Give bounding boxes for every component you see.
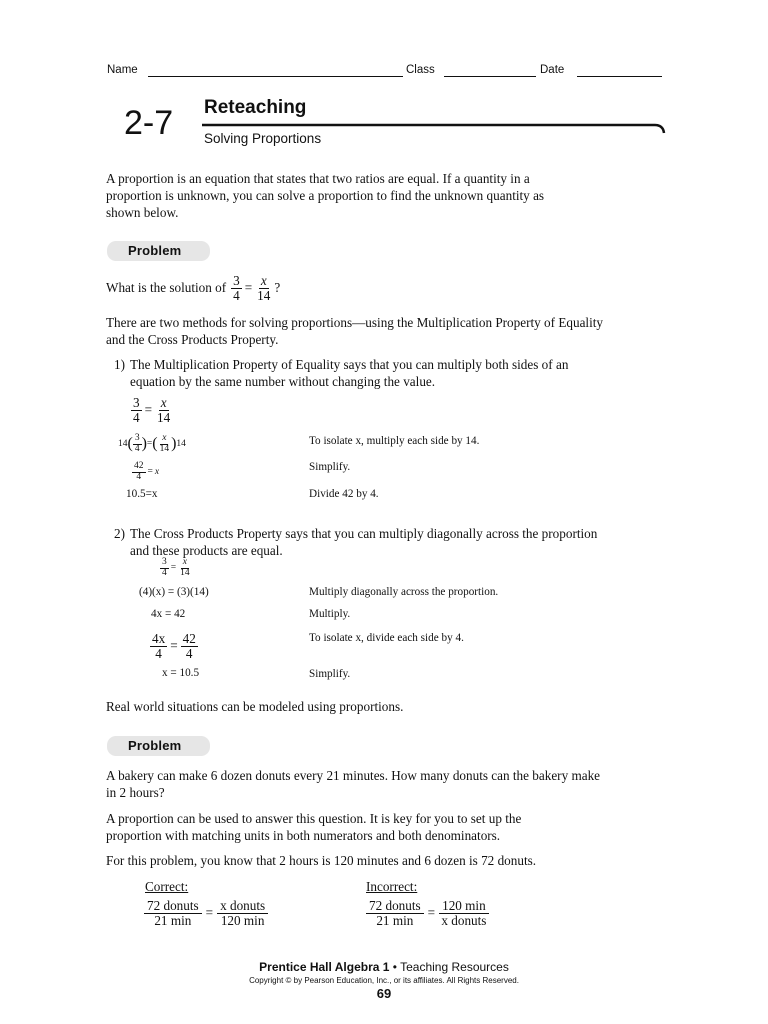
method2-step4-expr: x = 10.5 <box>162 667 200 679</box>
method1-step1-expr: 14 ( $\frac{3}{4}$ ) = ( $\frac{x}{14}$ ) 14 <box>118 433 186 454</box>
frac-numerator: x <box>162 433 167 443</box>
frac-numerator: 3 <box>233 273 240 288</box>
rhs-variable: x <box>154 467 160 478</box>
name-field-line[interactable] <box>148 76 403 77</box>
problem2-explanation: A proportion can be used to answer this question. It is key for you to set up the proportion with matching units in both numerators and both denominators. <box>106 811 522 843</box>
method2-step4-note: Simplify. <box>309 668 351 680</box>
frac-numerator: 42 <box>182 631 196 646</box>
lesson-title: Reteaching <box>204 97 307 118</box>
frac-denominator: 4 <box>233 287 240 303</box>
method1-marker: 1) <box>114 357 125 372</box>
footer-book-title: Prentice Hall Algebra 1 <box>259 960 390 974</box>
page-number: 69 <box>376 986 392 1001</box>
problem1-question: What is the solution of $\frac{3}{4}$ = $\frac{x}{14}$ ? <box>106 273 281 303</box>
frac-denominator: 14 <box>159 443 170 454</box>
method1-text <box>130 356 610 390</box>
multiplier: 14 <box>118 439 128 450</box>
method2-marker: 2) <box>114 526 125 541</box>
name-label: Name <box>107 64 138 76</box>
method1-step3-expr: 10.5=x <box>126 488 158 500</box>
lesson-subtitle: Solving Proportions <box>204 131 322 146</box>
frac-denominator: 4 <box>136 471 142 482</box>
frac-numerator: x <box>260 273 267 288</box>
frac-denominator: 4 <box>185 645 193 661</box>
frac-numerator: 72 donuts <box>366 899 424 914</box>
question-suffix: ? <box>274 280 281 296</box>
method2-step1-note: Multiply diagonally across the proportion. <box>309 586 499 598</box>
correct-proportion: $\frac{\text{72 donuts}}{21 \min}$ = $\frac{\text{x donuts}}{120 \min}$ <box>144 899 268 928</box>
frac-denominator: 4 <box>133 409 140 425</box>
footer-bullet: • <box>392 960 397 974</box>
frac-numerator: x <box>182 557 187 567</box>
footer-book-line <box>0 960 768 974</box>
question-prefix: What is the solution of <box>106 280 227 296</box>
frac-denominator: 4 <box>162 567 167 578</box>
frac-numerator: 72 donuts <box>144 899 202 914</box>
method2-proportion: $\frac{3}{4}$ = $\frac{x}{14}$ <box>162 557 190 578</box>
method1-text-content: The Multiplication Property of Equality says that you can multiply both sides of an equation by the same number without changing the value. <box>130 357 569 389</box>
problem-badge-label: Problem <box>128 243 182 258</box>
methods-paragraph: There are two methods for solving proportions—using the Multiplication Property of Equality and the Cross Products Property. <box>106 315 604 347</box>
method2-step2-note: Multiply. <box>309 608 351 620</box>
method2-step1-expr: (4)(x) = (3)(14) <box>139 586 209 598</box>
frac-denominator: 4 <box>134 443 140 454</box>
class-label: Class <box>406 64 435 76</box>
incorrect-label: Incorrect: <box>366 879 418 894</box>
date-label: Date <box>540 64 565 76</box>
frac-numerator: x <box>160 395 167 410</box>
problem-badge <box>107 241 210 261</box>
problem-badge <box>107 736 210 756</box>
date-field-line[interactable] <box>577 76 662 77</box>
method1-step3-note: Divide 42 by 4. <box>309 488 379 500</box>
frac-denominator: 14 <box>180 567 190 578</box>
method1-step2-note: Simplify. <box>309 461 351 473</box>
frac-numerator: 120 min <box>439 899 489 914</box>
correct-label: Correct: <box>145 879 189 894</box>
intro-paragraph: A proportion is an equation that states that two ratios are equal. If a quantity in a proportion is unknown, you can solve a proportion to find the unknown quantity as shown below. <box>106 171 545 220</box>
frac-numerator: 4x <box>152 631 166 646</box>
class-field-line[interactable] <box>444 76 536 77</box>
frac-denominator: 21 min <box>376 912 414 928</box>
frac-numerator: 3 <box>134 433 140 443</box>
frac-denominator: 21 min <box>154 912 192 928</box>
problem-badge-label: Problem <box>128 738 182 753</box>
frac-numerator: 3 <box>133 395 140 410</box>
footer-copyright: Copyright © by Pearson Education, Inc., or its affiliates. All Rights Reserved. <box>249 976 519 985</box>
frac-denominator: x donuts <box>441 912 487 928</box>
lesson-number: 2-7 <box>124 104 174 142</box>
method2-step2-expr: 4x = 42 <box>151 608 186 620</box>
method1-step2-expr: $\frac{42}{4}$ = x <box>134 461 160 482</box>
method2-text: The Cross Products Property says that you can multiply diagonally across the proportion and these products are equal. <box>130 526 598 558</box>
real-world-paragraph: Real world situations can be modeled using proportions. <box>106 699 404 714</box>
footer-resources: Teaching Resources <box>400 960 509 974</box>
frac-denominator: 14 <box>257 287 271 303</box>
frac-numerator: 42 <box>134 461 144 471</box>
method1-proportion: $\frac{3}{4}$ = $\frac{x}{14}$ <box>133 395 171 425</box>
frac-numerator: 3 <box>162 557 167 567</box>
incorrect-proportion: $\frac{\text{72 donuts}}{21 \min}$ = $\frac{120 \min}{\text{x donuts}}$ <box>366 899 489 928</box>
problem2-question: A bakery can make 6 dozen donuts every 21 minutes. How many donuts can the bakery make in 2 hours? <box>106 768 601 800</box>
method1-step1-note: To isolate x, multiply each side by 14. <box>309 435 480 447</box>
frac-denominator: 4 <box>155 645 162 661</box>
method2-step3-note: To isolate x, divide each side by 4. <box>309 632 464 644</box>
frac-numerator: x donuts <box>217 899 268 914</box>
multiplier: 14 <box>176 439 186 450</box>
frac-denominator: 14 <box>157 409 171 425</box>
frac-denominator: 120 min <box>220 912 265 928</box>
method2-step3-expr: $\frac{4x}{4}$ = $\frac{42}{4}$ <box>152 631 196 661</box>
problem2-facts: For this problem, you know that 2 hours is 120 minutes and 6 dozen is 72 donuts. <box>106 853 537 868</box>
